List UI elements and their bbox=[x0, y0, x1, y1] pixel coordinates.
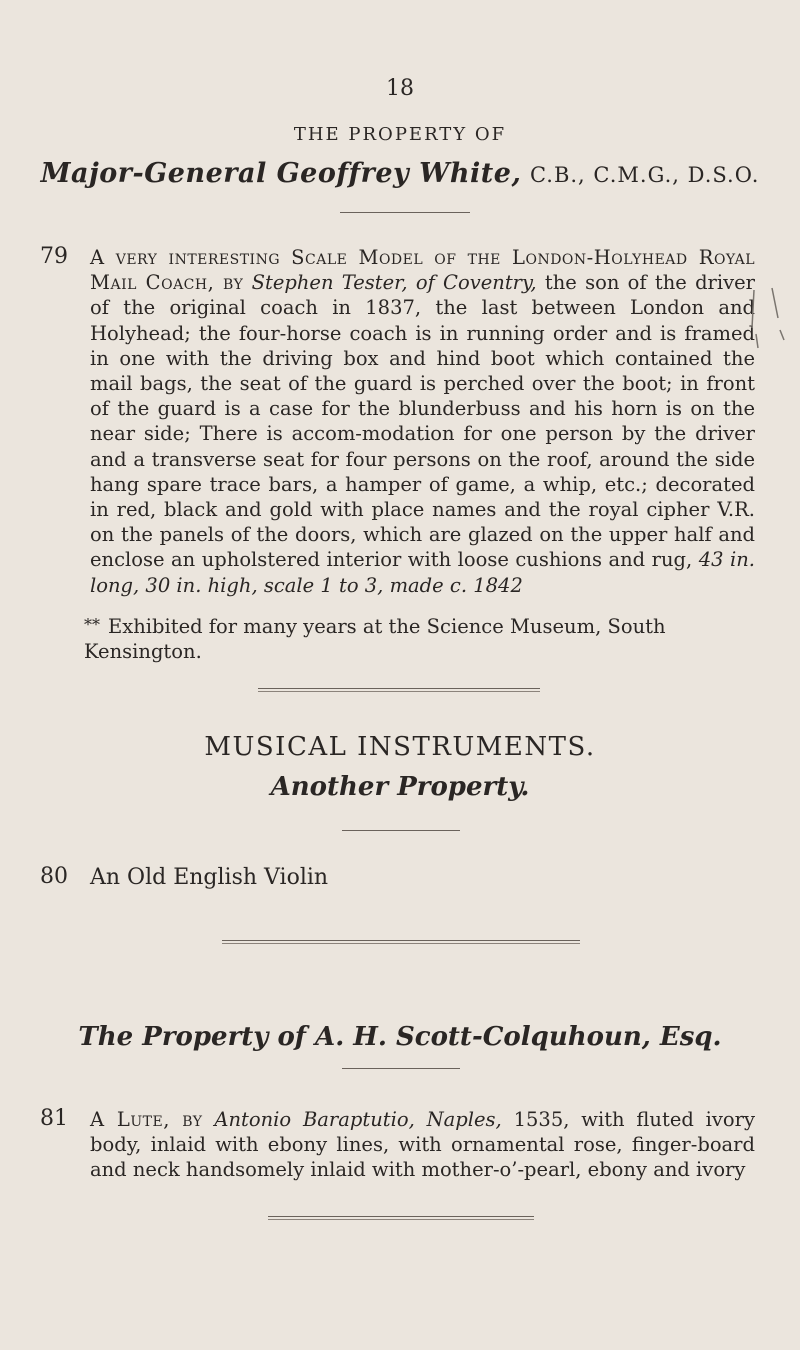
owner-heading-2: The Property of A. H. Scott-Colquhoun, Esq. bbox=[78, 1022, 722, 1052]
lot-number: 81 bbox=[40, 1106, 68, 1131]
lot-number: 79 bbox=[40, 244, 68, 269]
section-title: MUSICAL INSTRUMENTS. bbox=[204, 732, 596, 762]
owner-name: Major-General Geoffrey White, bbox=[40, 158, 522, 189]
lot-intro: A Lute, by bbox=[90, 1108, 203, 1131]
note-mark: ** bbox=[84, 615, 100, 634]
pencil-annotation bbox=[750, 278, 790, 378]
lot-description: An Old English Violin bbox=[90, 865, 329, 890]
owner-honours: C.B., C.M.G., D.S.O. bbox=[529, 163, 760, 187]
divider bbox=[340, 212, 470, 213]
divider bbox=[258, 688, 540, 689]
lot-body: the son of the driver of the original coach in 1837, the last between London and Holyhead; the four-horse coach is in running order and is framed in one with the driving box and hind boot which contained the mail bags, the seat of the guard is perched over the boot; in front of the guard is a case for the blunderbuss and his horn is on the near side; There is accom-modation for one person by the driver and a transverse seat for four persons on the roof, around the side hang spare trace bars, a hamper of game, a whip, etc.; decorated in red, black and gold with place names and the royal cipher V.R. on the panels of the doors, which are glazed on the upper half and enclose an upholstered interior with loose cushions and rug, bbox=[90, 271, 755, 572]
lot-description bbox=[90, 245, 755, 598]
divider bbox=[222, 940, 580, 941]
divider bbox=[268, 1216, 534, 1217]
lot-description bbox=[90, 1107, 755, 1183]
divider bbox=[342, 830, 460, 831]
divider bbox=[342, 1068, 460, 1069]
lot-maker: Stephen Tester, of Coventry, bbox=[251, 271, 537, 295]
page-number: 18 bbox=[386, 76, 414, 101]
lot-intro: A very interesting Scale Model of the London-Holyhead Royal Mail Coach, by bbox=[90, 246, 755, 295]
property-heading: THE PROPERTY OF bbox=[293, 124, 507, 145]
lot-body: 1535, with fluted ivory body, inlaid with ebony lines, with ornamental rose, finger-board and neck handsomely inlaid with mother-o’-pearl, ebony and ivory bbox=[90, 1108, 756, 1182]
section-subtitle: Another Property. bbox=[270, 772, 530, 802]
lot-note bbox=[84, 612, 764, 664]
lot-number: 80 bbox=[40, 864, 68, 889]
lot-dimensions: 43 in. long, 30 in. high, scale 1 to 3, made c. 1842 bbox=[90, 548, 755, 597]
lot-maker: Antonio Baraptutio, Naples, bbox=[214, 1108, 502, 1131]
note-text: Exhibited for many years at the Science Museum, South Kensington. bbox=[84, 615, 666, 664]
owner-heading bbox=[0, 158, 800, 189]
